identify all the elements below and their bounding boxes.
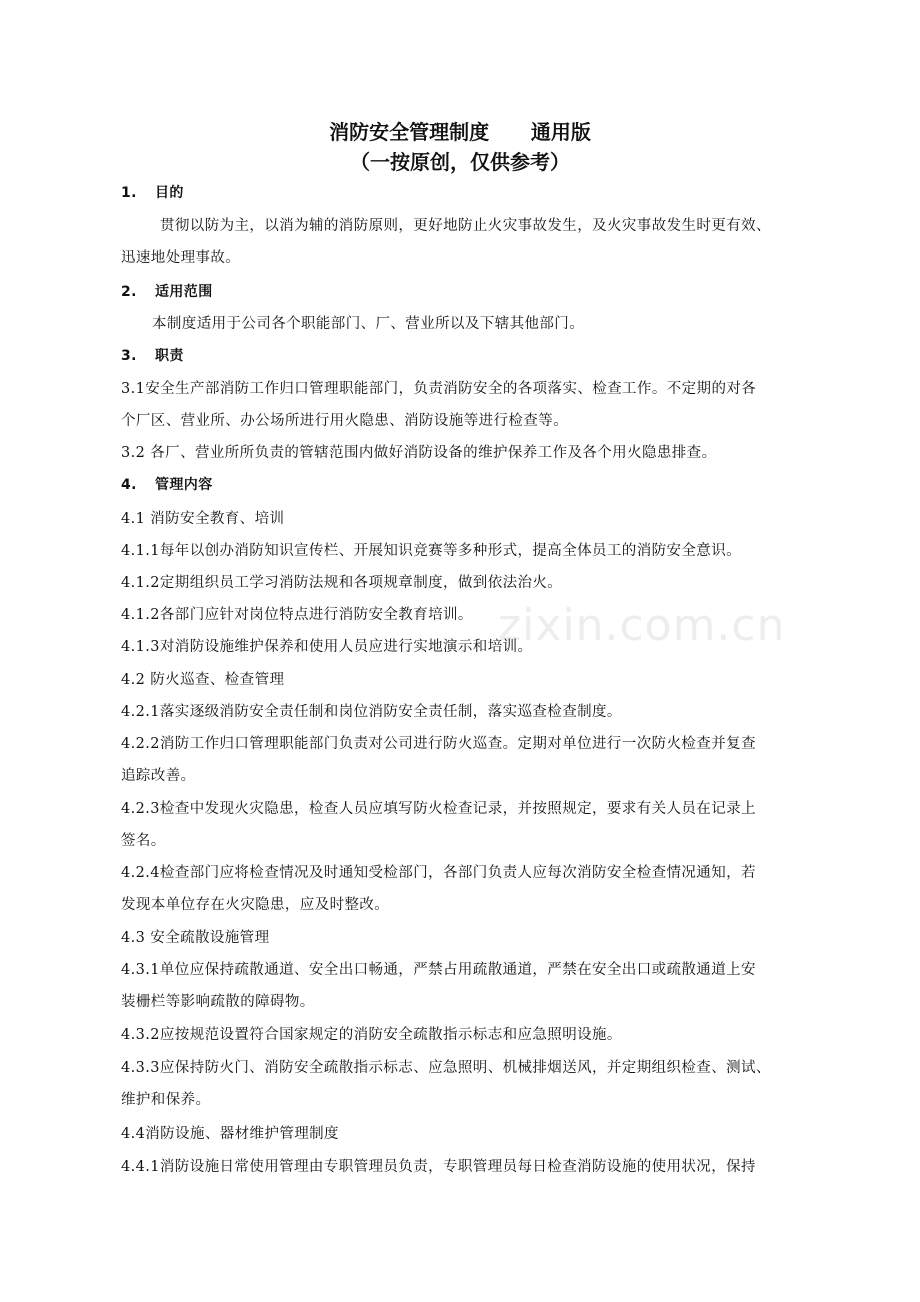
paragraph-line: 4.3 安全疏散设施管理 <box>121 930 270 946</box>
paragraph-line: 4.4消防设施、器材维护管理制度 <box>121 1126 339 1142</box>
paragraph-line: 4.3.2应按规范设置符合国家规定的消防安全疏散指示标志和应急照明设施。 <box>121 1027 622 1043</box>
section-heading <box>121 474 213 494</box>
paragraph-line: 追踪改善。 <box>121 768 196 784</box>
paragraph-line: 3.2 各厂、营业所所负责的管辖范围内做好消防设备的维护保养工作及各个用火隐患排查。 <box>121 445 717 461</box>
paragraph-line: 4.1.2各部门应针对岗位特点进行消防安全教育培训。 <box>121 607 473 623</box>
section-heading <box>121 281 213 301</box>
paragraph-line: 发现本单位存在火灾隐患，应及时整改。 <box>121 897 390 913</box>
paragraph-line: 4.1.1每年以创办消防知识宣传栏、开展知识竞赛等多种形式，提高全体员工的消防安全意识。 <box>121 543 741 559</box>
paragraph-line: 贯彻以防为主，以消为辅的消防原则，更好地防止火灾事故发生，及火灾事故发生时更有效、 <box>160 218 771 234</box>
section-heading-text: 适用范围 <box>155 284 213 300</box>
paragraph-line: 4.2.3检查中发现火灾隐患，检查人员应填写防火检查记录，并按照规定，要求有关人员在记录上 <box>121 801 756 817</box>
paragraph-line: 迅速地处理事故。 <box>121 250 241 266</box>
paragraph-line: 维护和保养。 <box>121 1092 211 1108</box>
paragraph-line: 4.2 防火巡查、检查管理 <box>121 672 285 688</box>
paragraph-line: 4.1 消防安全教育、培训 <box>121 511 285 527</box>
paragraph-line: 4.1.3对消防设施维护保养和使用人员应进行实地演示和培训。 <box>121 639 533 655</box>
section-number: 2. <box>121 284 137 300</box>
paragraph-line: 4.3.3应保持防火门、消防安全疏散指示标志、应急照明、机械排烟送风，并定期组织检查、测试、 <box>121 1060 771 1076</box>
paragraph-line: 本制度适用于公司各个职能部门、厂、营业所以及下辖其他部门。 <box>152 316 585 332</box>
paragraph-line: 4.2.4检查部门应将检查情况及时通知受检部门，各部门负责人应每次消防安全检查情况通知，若 <box>121 865 756 881</box>
section-heading-text: 职责 <box>155 348 184 364</box>
section-number: 1. <box>121 185 137 201</box>
document-title: 消防安全管理制度 通用版 <box>329 120 591 144</box>
watermark: zixin.com.cn <box>498 600 786 651</box>
section-heading-text: 目的 <box>155 185 184 201</box>
section-number: 3. <box>121 348 137 364</box>
document-subtitle: （一按原创，仅供参考） <box>350 150 570 174</box>
paragraph-line: 4.1.2定期组织员工学习消防法规和各项规章制度，做到依法治火。 <box>121 575 563 591</box>
section-heading <box>121 182 184 202</box>
paragraph-line: 4.3.1单位应保持疏散通道、安全出口畅通，严禁占用疏散通道，严禁在安全出口或疏散通道上安 <box>121 962 756 978</box>
paragraph-line: 4.2.1落实逐级消防安全责任制和岗位消防安全责任制，落实巡查检查制度。 <box>121 704 622 720</box>
paragraph-line: 3.1安全生产部消防工作归口管理职能部门，负责消防安全的各项落实、检查工作。不定期的对各 <box>121 381 757 397</box>
paragraph-line: 个厂区、营业所、办公场所进行用火隐患、消防设施等进行检查等。 <box>121 413 568 429</box>
section-heading-text: 管理内容 <box>155 477 213 493</box>
paragraph-line: 4.4.1消防设施日常使用管理由专职管理员负责，专职管理员每日检查消防设施的使用状况，保持 <box>121 1159 756 1175</box>
paragraph-line: 4.2.2消防工作归口管理职能部门负责对公司进行防火巡查。定期对单位进行一次防火检查并复查 <box>121 736 756 752</box>
paragraph-line: 装栅栏等影响疏散的障碍物。 <box>121 994 315 1010</box>
section-number: 4. <box>121 477 137 493</box>
paragraph-line: 签名。 <box>121 833 166 849</box>
section-heading <box>121 345 184 365</box>
